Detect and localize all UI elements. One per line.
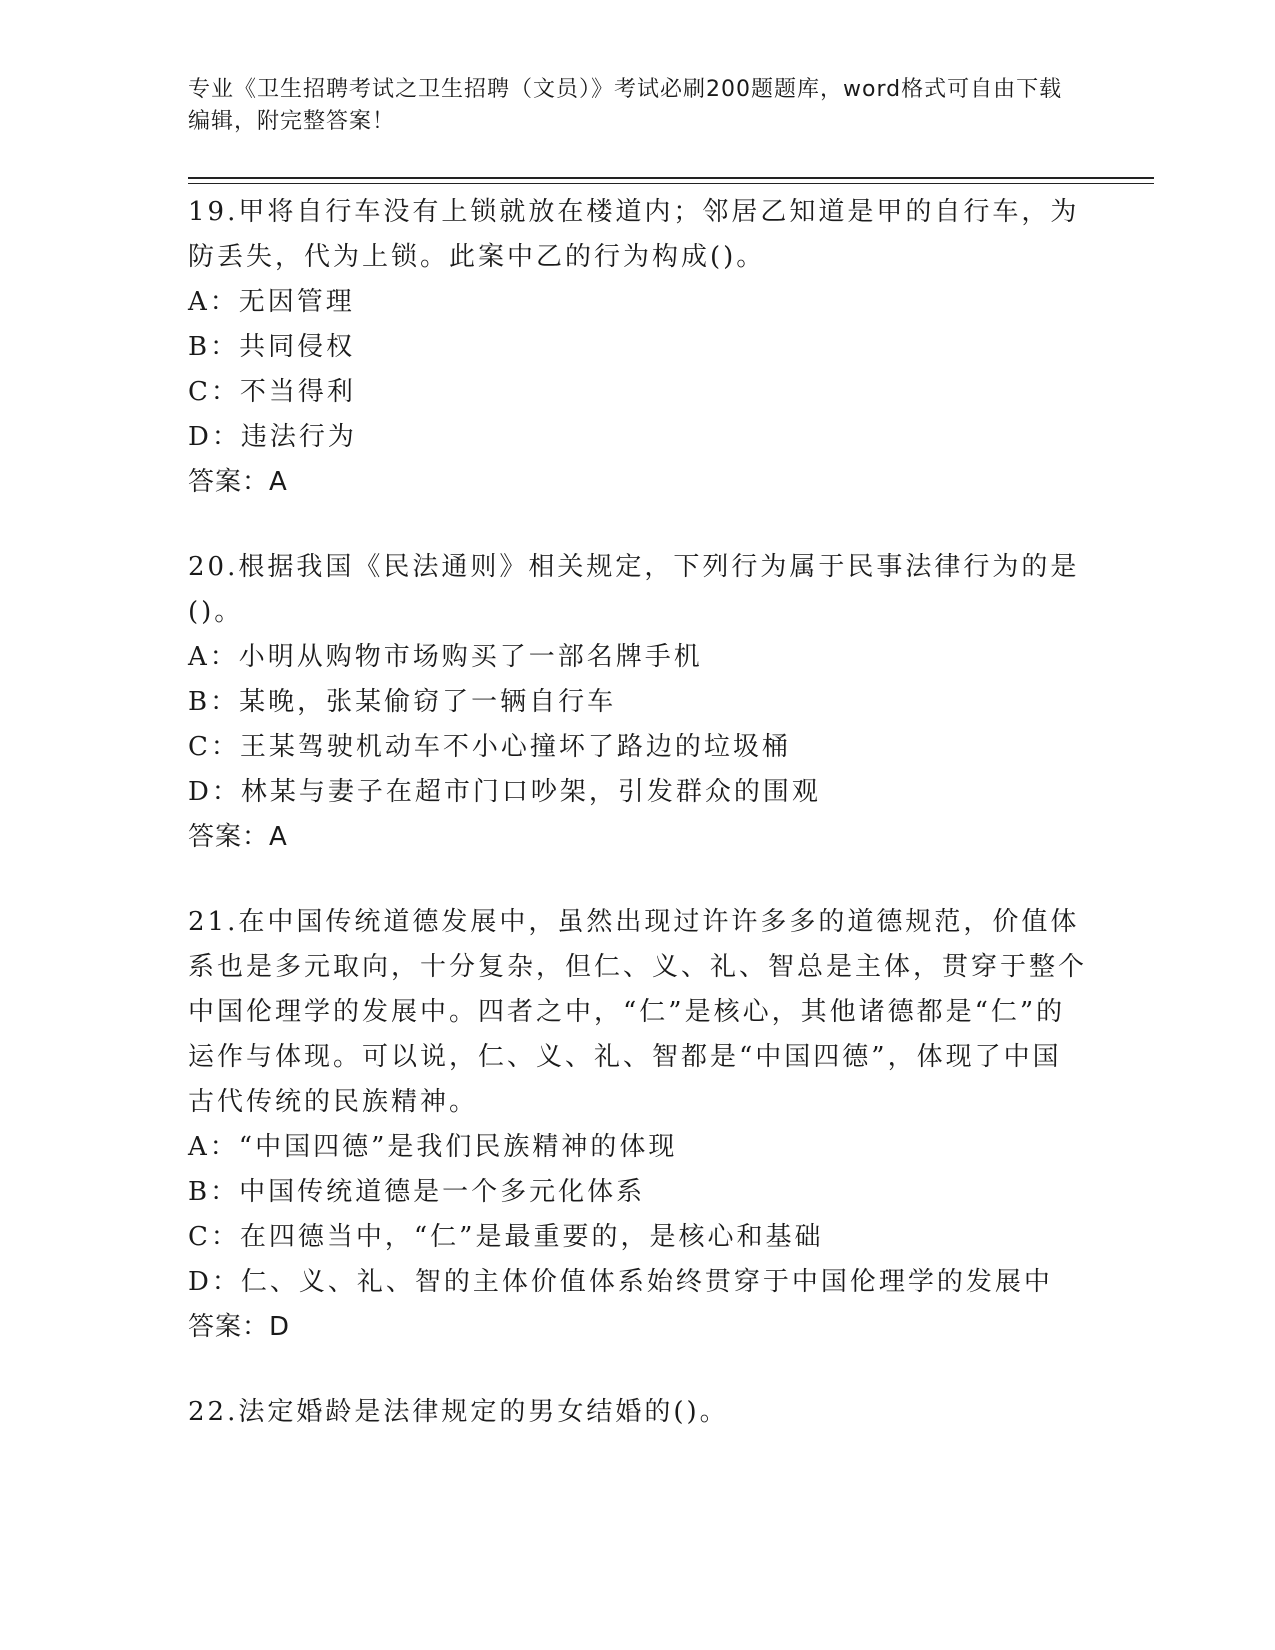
option-d: D：仁、义、礼、智的主体价值体系始终贯穿于中国伦理学的发展中	[188, 1267, 1053, 1297]
question-stem: 22.法定婚龄是法律规定的男女结婚的()。	[188, 1397, 729, 1427]
answer-line: 答案：D	[188, 1312, 291, 1342]
option-b: B：某晚，张某偷窃了一辆自行车	[188, 687, 617, 717]
option-c: C：在四德当中，“仁”是最重要的，是核心和基础	[188, 1222, 824, 1252]
answer-line: 答案：A	[188, 467, 288, 497]
question-21	[188, 900, 1088, 1350]
option-d: D：违法行为	[188, 422, 357, 452]
document-header: 专业《卫生招聘考试之卫生招聘（文员）》考试必刷200题题库，word格式可自由下载编辑，附完整答案！	[188, 77, 1063, 134]
option-b: B：共同侵权	[188, 332, 356, 362]
answer-line: 答案：A	[188, 822, 288, 852]
option-a: A：“中国四德”是我们民族精神的体现	[188, 1132, 678, 1162]
question-stem: 20.根据我国《民法通则》相关规定，下列行为属于民事法律行为的是()。	[188, 552, 1080, 627]
option-c: C：王某驾驶机动车不小心撞坏了路边的垃圾桶	[188, 732, 791, 762]
question-list	[188, 190, 1088, 1475]
header-rule-thin	[188, 183, 1154, 184]
option-c: C：不当得利	[188, 377, 356, 407]
question-22	[188, 1390, 1088, 1435]
option-d: D：林某与妻子在超市门口吵架，引发群众的围观	[188, 777, 821, 807]
question-20	[188, 545, 1088, 860]
question-stem: 21.在中国传统道德发展中，虽然出现过许许多多的道德规范，价值体系也是多元取向，十分复杂，但仁、义、礼、智总是主体，贯穿于整个中国伦理学的发展中。四者之中，“仁”是核心，其他诸德都是“仁”的运作与体现。可以说，仁、义、礼、智都是“中国四德”，体现了中国古代传统的民族精神。	[188, 907, 1088, 1117]
option-b: B：中国传统道德是一个多元化体系	[188, 1177, 646, 1207]
question-stem: 19.甲将自行车没有上锁就放在楼道内；邻居乙知道是甲的自行车，为防丢失，代为上锁。此案中乙的行为构成()。	[188, 197, 1080, 272]
option-a: A：无因管理	[188, 287, 355, 317]
question-19	[188, 190, 1088, 505]
option-a: A：小明从购物市场购买了一部名牌手机	[188, 642, 703, 672]
header-rule-thick	[188, 177, 1154, 179]
